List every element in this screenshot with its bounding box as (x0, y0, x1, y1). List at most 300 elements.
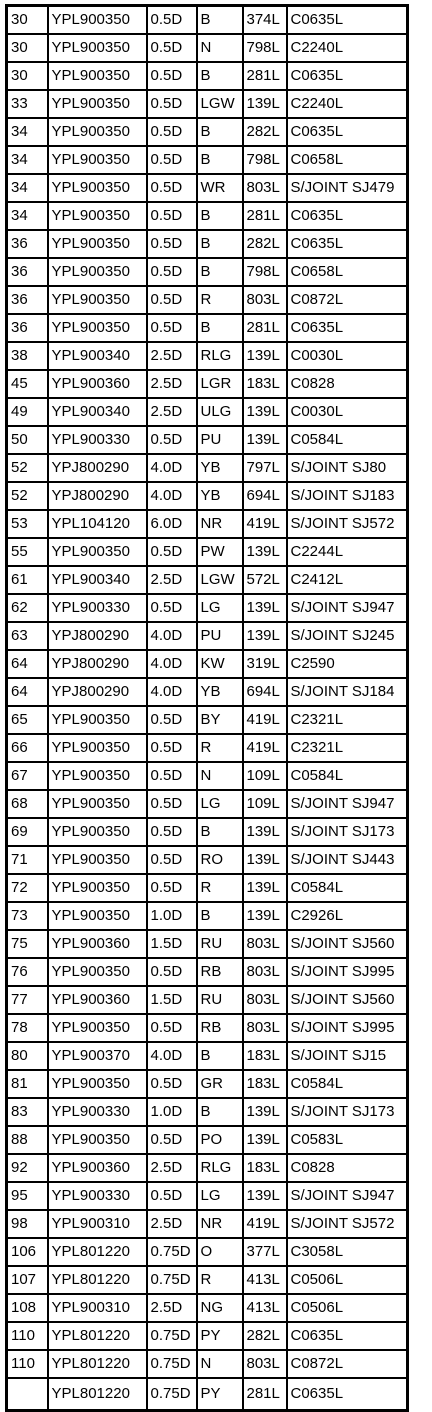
wire-size-cell: 2.5D (147, 1294, 197, 1322)
wire-size-cell: 0.75D (147, 1266, 197, 1294)
table-row (7, 566, 408, 594)
wire-size-cell: 1.0D (147, 1098, 197, 1126)
table-row (7, 1350, 408, 1378)
wire-color-cell: LG (197, 790, 243, 818)
connection-cell: S/JOINT SJ995 (287, 958, 408, 986)
table-row (7, 1154, 408, 1182)
table-row (7, 34, 408, 62)
part-number-cell: YPL900350 (48, 818, 147, 846)
connection-cell: C0635L (287, 62, 408, 90)
length-cell: 139L (243, 1182, 287, 1210)
part-number-cell: YPL801220 (48, 1350, 147, 1378)
circuit-number-cell: 106 (7, 1238, 48, 1266)
wire-size-cell: 4.0D (147, 650, 197, 678)
connection-cell: C0635L (287, 314, 408, 342)
connection-cell: S/JOINT SJ15 (287, 1042, 408, 1070)
length-cell: 139L (243, 538, 287, 566)
length-cell: 139L (243, 398, 287, 426)
table-row (7, 426, 408, 454)
table-row (7, 146, 408, 174)
connection-cell: C2240L (287, 34, 408, 62)
wire-size-cell: 4.0D (147, 678, 197, 706)
wire-color-cell: LG (197, 1182, 243, 1210)
wire-color-cell: B (197, 1098, 243, 1126)
wire-color-cell: B (197, 258, 243, 286)
wire-color-cell: RO (197, 846, 243, 874)
wire-size-cell: 4.0D (147, 482, 197, 510)
circuit-number-cell: 63 (7, 622, 48, 650)
circuit-number-cell: 36 (7, 230, 48, 258)
wire-color-cell: YB (197, 678, 243, 706)
connection-cell: C0828 (287, 370, 408, 398)
wire-color-cell: LGW (197, 566, 243, 594)
length-cell: 803L (243, 286, 287, 314)
wire-size-cell: 0.5D (147, 174, 197, 202)
table-row (7, 622, 408, 650)
connection-cell: C0658L (287, 258, 408, 286)
length-cell: 139L (243, 1126, 287, 1154)
circuit-number-cell: 68 (7, 790, 48, 818)
length-cell: 139L (243, 846, 287, 874)
part-number-cell: YPL900350 (48, 846, 147, 874)
part-number-cell: YPL900350 (48, 6, 147, 35)
part-number-cell: YPJ800290 (48, 622, 147, 650)
circuit-number-cell: 38 (7, 342, 48, 370)
part-number-cell: YPL900350 (48, 118, 147, 146)
circuit-number-cell: 71 (7, 846, 48, 874)
circuit-number-cell: 81 (7, 1070, 48, 1098)
wire-size-cell: 0.5D (147, 538, 197, 566)
table-row (7, 510, 408, 538)
table-row (7, 1070, 408, 1098)
part-number-cell: YPL900350 (48, 1014, 147, 1042)
connection-cell: C0584L (287, 762, 408, 790)
circuit-number-cell: 69 (7, 818, 48, 846)
table-row (7, 482, 408, 510)
part-number-cell: YPL900330 (48, 426, 147, 454)
length-cell: 183L (243, 1070, 287, 1098)
circuit-number-cell: 64 (7, 650, 48, 678)
circuit-number-cell: 50 (7, 426, 48, 454)
connection-cell: C3058L (287, 1238, 408, 1266)
table-row (7, 174, 408, 202)
wire-size-cell: 0.5D (147, 118, 197, 146)
connection-cell: S/JOINT SJ560 (287, 986, 408, 1014)
wire-color-cell: NR (197, 1210, 243, 1238)
wire-size-cell: 0.5D (147, 202, 197, 230)
circuit-number-cell: 76 (7, 958, 48, 986)
part-number-cell: YPL801220 (48, 1238, 147, 1266)
length-cell: 139L (243, 90, 287, 118)
circuit-number-cell: 107 (7, 1266, 48, 1294)
length-cell: 694L (243, 678, 287, 706)
wire-color-cell: R (197, 286, 243, 314)
part-number-cell: YPL801220 (48, 1322, 147, 1350)
circuit-number-cell: 33 (7, 90, 48, 118)
wire-color-cell: KW (197, 650, 243, 678)
wire-color-cell: B (197, 902, 243, 930)
connection-cell: C0658L (287, 146, 408, 174)
length-cell: 419L (243, 734, 287, 762)
length-cell: 572L (243, 566, 287, 594)
wire-size-cell: 0.5D (147, 1126, 197, 1154)
wire-size-cell: 2.5D (147, 1210, 197, 1238)
wire-color-cell: B (197, 818, 243, 846)
table-row (7, 62, 408, 90)
wire-color-cell: PO (197, 1126, 243, 1154)
part-number-cell: YPL900350 (48, 146, 147, 174)
part-number-cell: YPL900350 (48, 314, 147, 342)
part-number-cell: YPL900350 (48, 762, 147, 790)
table-row (7, 790, 408, 818)
length-cell: 803L (243, 930, 287, 958)
wire-size-cell: 0.5D (147, 146, 197, 174)
wire-size-cell: 0.5D (147, 426, 197, 454)
wire-color-cell: WR (197, 174, 243, 202)
connection-cell: C0872L (287, 286, 408, 314)
wire-size-cell: 4.0D (147, 454, 197, 482)
circuit-number-cell: 92 (7, 1154, 48, 1182)
circuit-number-cell: 34 (7, 118, 48, 146)
wire-color-cell: PY (197, 1378, 243, 1411)
circuit-number-cell: 34 (7, 202, 48, 230)
circuit-number-cell: 78 (7, 1014, 48, 1042)
connection-cell: S/JOINT SJ572 (287, 510, 408, 538)
length-cell: 282L (243, 1322, 287, 1350)
part-number-cell: YPL900350 (48, 538, 147, 566)
wire-size-cell: 0.75D (147, 1378, 197, 1411)
length-cell: 803L (243, 958, 287, 986)
table-row (7, 258, 408, 286)
table-row (7, 538, 408, 566)
table-row (7, 454, 408, 482)
table-row (7, 650, 408, 678)
part-number-cell: YPL900310 (48, 1294, 147, 1322)
length-cell: 319L (243, 650, 287, 678)
wire-size-cell: 2.5D (147, 398, 197, 426)
part-number-cell: YPL900350 (48, 90, 147, 118)
table-row (7, 90, 408, 118)
length-cell: 694L (243, 482, 287, 510)
part-number-cell: YPL900330 (48, 1182, 147, 1210)
connection-cell: C0583L (287, 1126, 408, 1154)
circuit-number-cell: 67 (7, 762, 48, 790)
wire-size-cell: 0.75D (147, 1322, 197, 1350)
length-cell: 183L (243, 370, 287, 398)
circuit-number-cell (7, 1378, 48, 1411)
circuit-number-cell: 49 (7, 398, 48, 426)
part-number-cell: YPL900350 (48, 902, 147, 930)
connection-cell: C2590 (287, 650, 408, 678)
connection-cell: C0506L (287, 1266, 408, 1294)
circuit-number-cell: 108 (7, 1294, 48, 1322)
table-row (7, 1182, 408, 1210)
part-number-cell: YPL900350 (48, 706, 147, 734)
wire-color-cell: LGW (197, 90, 243, 118)
length-cell: 139L (243, 594, 287, 622)
wire-color-cell: B (197, 314, 243, 342)
circuit-number-cell: 98 (7, 1210, 48, 1238)
length-cell: 419L (243, 510, 287, 538)
connection-cell: S/JOINT SJ560 (287, 930, 408, 958)
circuit-number-cell: 55 (7, 538, 48, 566)
wire-color-cell: B (197, 62, 243, 90)
part-number-cell: YPL900350 (48, 230, 147, 258)
part-number-cell: YPL900350 (48, 34, 147, 62)
wire-color-cell: B (197, 202, 243, 230)
table-row (7, 398, 408, 426)
part-number-cell: YPL900350 (48, 874, 147, 902)
part-number-cell: YPL900350 (48, 958, 147, 986)
wire-color-cell: O (197, 1238, 243, 1266)
part-number-cell: YPL900370 (48, 1042, 147, 1070)
table-row (7, 1322, 408, 1350)
wire-color-cell: BY (197, 706, 243, 734)
circuit-number-cell: 95 (7, 1182, 48, 1210)
part-number-cell: YPJ800290 (48, 650, 147, 678)
wire-color-cell: NG (197, 1294, 243, 1322)
connection-cell: C2244L (287, 538, 408, 566)
part-number-cell: YPL900330 (48, 1098, 147, 1126)
table-row (7, 594, 408, 622)
connection-cell: S/JOINT SJ184 (287, 678, 408, 706)
circuit-number-cell: 36 (7, 258, 48, 286)
wire-color-cell: R (197, 734, 243, 762)
length-cell: 803L (243, 986, 287, 1014)
part-number-cell: YPL900350 (48, 62, 147, 90)
wire-size-cell: 0.5D (147, 706, 197, 734)
part-number-cell: YPL900340 (48, 398, 147, 426)
table-row (7, 286, 408, 314)
part-number-cell: YPL900350 (48, 174, 147, 202)
wire-size-cell: 1.5D (147, 986, 197, 1014)
length-cell: 139L (243, 426, 287, 454)
connection-cell: S/JOINT SJ173 (287, 1098, 408, 1126)
wire-size-cell: 0.5D (147, 230, 197, 258)
wire-color-cell: RB (197, 1014, 243, 1042)
wire-color-cell: RU (197, 930, 243, 958)
connection-cell: S/JOINT SJ947 (287, 790, 408, 818)
connection-cell: S/JOINT SJ443 (287, 846, 408, 874)
wire-size-cell: 4.0D (147, 622, 197, 650)
connection-cell: S/JOINT SJ80 (287, 454, 408, 482)
length-cell: 377L (243, 1238, 287, 1266)
connection-cell: S/JOINT SJ572 (287, 1210, 408, 1238)
length-cell: 139L (243, 1098, 287, 1126)
circuit-number-cell: 65 (7, 706, 48, 734)
connection-cell: S/JOINT SJ995 (287, 1014, 408, 1042)
part-number-cell: YPJ800290 (48, 454, 147, 482)
table-row (7, 1098, 408, 1126)
table-row (7, 1042, 408, 1070)
circuit-number-cell: 36 (7, 286, 48, 314)
wire-size-cell: 0.5D (147, 90, 197, 118)
wire-size-cell: 0.5D (147, 1182, 197, 1210)
wire-color-cell: B (197, 230, 243, 258)
circuit-number-cell: 53 (7, 510, 48, 538)
connection-cell: C0872L (287, 1350, 408, 1378)
wire-color-cell: N (197, 34, 243, 62)
length-cell: 282L (243, 230, 287, 258)
circuit-number-cell: 34 (7, 146, 48, 174)
part-number-cell: YPL900310 (48, 1210, 147, 1238)
table-row (7, 202, 408, 230)
wire-color-cell: N (197, 1350, 243, 1378)
wire-size-cell: 1.0D (147, 902, 197, 930)
connection-cell: C2926L (287, 902, 408, 930)
wire-size-cell: 0.5D (147, 874, 197, 902)
circuit-number-cell: 80 (7, 1042, 48, 1070)
wire-size-cell: 0.5D (147, 34, 197, 62)
part-number-cell: YPL900330 (48, 594, 147, 622)
wire-size-cell: 0.5D (147, 818, 197, 846)
connection-cell: S/JOINT SJ947 (287, 594, 408, 622)
wire-color-cell: B (197, 1042, 243, 1070)
connection-cell: C0635L (287, 1322, 408, 1350)
table-row (7, 1126, 408, 1154)
wire-size-cell: 0.5D (147, 62, 197, 90)
wire-color-cell: N (197, 762, 243, 790)
table-row (7, 706, 408, 734)
wire-size-cell: 0.5D (147, 958, 197, 986)
circuit-number-cell: 75 (7, 930, 48, 958)
part-number-cell: YPL900360 (48, 1154, 147, 1182)
connection-cell: C0584L (287, 426, 408, 454)
part-number-cell: YPJ800290 (48, 678, 147, 706)
length-cell: 183L (243, 1154, 287, 1182)
length-cell: 374L (243, 6, 287, 35)
circuit-number-cell: 83 (7, 1098, 48, 1126)
table-row (7, 762, 408, 790)
part-number-cell: YPL900350 (48, 1126, 147, 1154)
wire-color-cell: NR (197, 510, 243, 538)
connection-cell: C2240L (287, 90, 408, 118)
wire-color-cell: R (197, 874, 243, 902)
wire-size-cell: 2.5D (147, 342, 197, 370)
table-row (7, 818, 408, 846)
wire-size-cell: 0.5D (147, 762, 197, 790)
connection-cell: S/JOINT SJ173 (287, 818, 408, 846)
length-cell: 139L (243, 342, 287, 370)
circuit-number-cell: 30 (7, 6, 48, 35)
circuit-number-cell: 52 (7, 454, 48, 482)
length-cell: 798L (243, 146, 287, 174)
connection-cell: S/JOINT SJ245 (287, 622, 408, 650)
part-number-cell: YPL801220 (48, 1266, 147, 1294)
wire-size-cell: 0.5D (147, 1070, 197, 1098)
part-number-cell: YPL900350 (48, 734, 147, 762)
circuit-number-cell: 52 (7, 482, 48, 510)
table-row (7, 1294, 408, 1322)
length-cell: 281L (243, 62, 287, 90)
part-number-cell: YPL900350 (48, 202, 147, 230)
circuit-number-cell: 62 (7, 594, 48, 622)
part-number-cell: YPL900350 (48, 790, 147, 818)
table-row (7, 678, 408, 706)
connection-cell: C0635L (287, 1378, 408, 1411)
wire-size-cell: 0.75D (147, 1238, 197, 1266)
part-number-cell: YPL900350 (48, 258, 147, 286)
length-cell: 803L (243, 1014, 287, 1042)
table-row (7, 370, 408, 398)
circuit-number-cell: 30 (7, 34, 48, 62)
wire-size-cell: 4.0D (147, 1042, 197, 1070)
connection-cell: C0635L (287, 202, 408, 230)
wire-size-cell: 0.5D (147, 314, 197, 342)
wire-color-cell: LG (197, 594, 243, 622)
length-cell: 419L (243, 1210, 287, 1238)
connection-cell: C2321L (287, 734, 408, 762)
length-cell: 139L (243, 622, 287, 650)
length-cell: 139L (243, 818, 287, 846)
wire-size-cell: 0.5D (147, 734, 197, 762)
table-row (7, 1266, 408, 1294)
wire-size-cell: 2.5D (147, 566, 197, 594)
wire-size-cell: 2.5D (147, 1154, 197, 1182)
table-row (7, 6, 408, 35)
wire-size-cell: 6.0D (147, 510, 197, 538)
wire-color-cell: ULG (197, 398, 243, 426)
length-cell: 281L (243, 202, 287, 230)
connection-cell: C2321L (287, 706, 408, 734)
wire-size-cell: 0.5D (147, 6, 197, 35)
wire-list-body (7, 6, 408, 1411)
length-cell: 282L (243, 118, 287, 146)
connection-cell: S/JOINT SJ479 (287, 174, 408, 202)
table-row (7, 902, 408, 930)
circuit-number-cell: 61 (7, 566, 48, 594)
table-row (7, 1378, 408, 1411)
part-number-cell: YPL104120 (48, 510, 147, 538)
length-cell: 413L (243, 1294, 287, 1322)
table-row (7, 734, 408, 762)
wire-color-cell: PU (197, 622, 243, 650)
length-cell: 798L (243, 34, 287, 62)
wire-size-cell: 0.75D (147, 1350, 197, 1378)
circuit-number-cell: 36 (7, 314, 48, 342)
wire-color-cell: PY (197, 1322, 243, 1350)
wire-color-cell: RU (197, 986, 243, 1014)
connection-cell: C0506L (287, 1294, 408, 1322)
length-cell: 803L (243, 1350, 287, 1378)
length-cell: 803L (243, 174, 287, 202)
connection-cell: C2412L (287, 566, 408, 594)
length-cell: 281L (243, 1378, 287, 1411)
wire-size-cell: 0.5D (147, 790, 197, 818)
part-number-cell: YPL801220 (48, 1378, 147, 1411)
wire-color-cell: B (197, 146, 243, 174)
length-cell: 183L (243, 1042, 287, 1070)
table-row (7, 958, 408, 986)
table-row (7, 846, 408, 874)
circuit-number-cell: 72 (7, 874, 48, 902)
length-cell: 139L (243, 902, 287, 930)
wire-size-cell: 2.5D (147, 370, 197, 398)
wire-size-cell: 0.5D (147, 258, 197, 286)
wire-color-cell: RLG (197, 342, 243, 370)
wire-size-cell: 1.5D (147, 930, 197, 958)
table-row (7, 1238, 408, 1266)
wire-color-cell: YB (197, 454, 243, 482)
wire-list-table (5, 4, 409, 1412)
connection-cell: S/JOINT SJ947 (287, 1182, 408, 1210)
wire-color-cell: B (197, 118, 243, 146)
wire-color-cell: GR (197, 1070, 243, 1098)
circuit-number-cell: 64 (7, 678, 48, 706)
part-number-cell: YPJ800290 (48, 482, 147, 510)
part-number-cell: YPL900340 (48, 342, 147, 370)
connection-cell: C0030L (287, 398, 408, 426)
